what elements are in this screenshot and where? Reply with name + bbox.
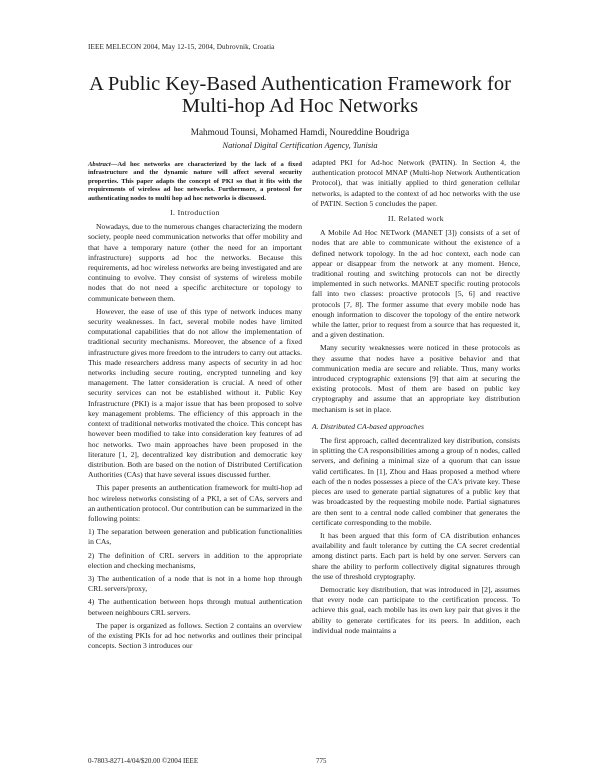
paragraph: This paper presents an authentication framework for multi-hop ad hoc wireless networks consisting of a PKI, a set of CAs, servers and an authentication protocol. Our contribution can be summarized in the following points: (88, 483, 302, 523)
list-item: 4) The authentication between hops through mutual authentication between neighbours CRL servers. (88, 597, 302, 617)
abstract-text: Ad hoc networks are characterized by the lack of a fixed infrastructure and the dynamic nature will affect several security properties. This paper adapts the concept of PKI so that it fits with the requirements of wireless ad hoc networks. Furthermore, a protocol for authenticating nodes to multi hop ad hoc networks is discussed. (88, 161, 302, 202)
author-list: Mahmoud Tounsi, Mohamed Hamdi, Noureddine Boudriga (190, 127, 410, 137)
conference-header: IEEE MELECON 2004, May 12-15, 2004, Dubrovnik, Croatia (88, 43, 275, 51)
paragraph: A Mobile Ad Hoc NETwork (MANET [3]) consists of a set of nodes that are able to communicate without the existence of a defined network topology. In the ad hoc context, each node can appear or disappear from the network at any moment. Hence, traditional routing and switching protocols can not be directly implemented in such networks. MANET specific routing protocols fall into two classes: proactive protocols [5, 6] and reactive protocols [7, 8]. The former assume that every mobile node has enough information to discover the topology of the entire network while the latter, prior to request from a source that has requested it, and a given destination. (312, 228, 520, 340)
section-heading-introduction: I. Introduction (170, 208, 220, 218)
paper-title-line2: Multi-hop Ad Hoc Networks (181, 95, 419, 117)
paragraph: The first approach, called decentralized key distribution, consists in splitting the CA responsibilities among a group of n nodes, called servers, and defining a minimal size of a quorum that can issue valid certificates. In [1], Zhou and Haas proposed a method where each of the n nodes possesses a piece of the CA's private key. These pieces are used to generate partial signatures of a public key that was broadcasted by the requesting mobile node. Partial signatures are then sent to a central node called combiner that generates the certificate corresponding to the mobile. (312, 436, 520, 527)
list-item: 3) The authentication of a node that is not in a home hop through CRL servers/proxy, (88, 573, 302, 594)
left-column (88, 161, 302, 654)
paragraph: adapted PKI for Ad-hoc Network (PATIN). In Section 4, the authentication protocol MNAP (Multi-hop Network Authentication Protocol), that was initially applied to third generation cellular networks, is adapted to the context of ad hoc networks with the use of PATIN. Section 5 concludes the paper. (312, 158, 520, 208)
abstract (88, 161, 302, 203)
paragraph: The paper is organized as follows. Section 2 contains an overview of the existing PKIs for ad hoc networks and outlines their principal concepts. Section 3 introduces our (88, 620, 302, 651)
page-number: 775 (316, 757, 327, 765)
paragraph: Democratic key distribution, that was introduced in [2], assumes that every node can participate to the certification process. To achieve this goal, each mobile has its own key pair that gives it the ability to generate certificates for its peers. In addition, each individual node maintains a (312, 584, 520, 635)
paragraph: Nowadays, due to the numerous changes characterizing the modern society, people need communication networks that offer mobility and that have a temporary nature (other the need for an important infrastructure) supports ad hoc the networks. Because this requirements, ad hoc wireless networks are being investigated and are continuing to evolve. They consist of systems of wireless mobile nodes that do not need a specific architecture or topology to communicate between them. (88, 222, 302, 303)
isbn-footer: 0-7803-8271-4/04/$20.00 ©2004 IEEE (88, 757, 199, 765)
section-heading-related-work: II. Related work (388, 214, 444, 224)
paragraph: It has been argued that this form of CA distribution enhances availability and fault tolerance by cutting the CA secret credential among distinct parts. Each part is held by one server. Servers can share the ability to perform collectively digital signatures through the use of threshold cryptography. (312, 530, 520, 581)
paragraph: However, the ease of use of this type of network induces many security weaknesses. In fact, several mobile nodes have limited computational capabilities that do not allow the implementation of traditional security mechanisms. Moreover, the absence of a fixed infrastructure gives more freedom to the intruders to carry out attacks. This made researchers address many aspects of security in ad hoc networks including secure routing, encrypted tunneling and key management. The latter consideration is crucial. A need of other security services can not be established without it. Public Key Infrastructure (PKI) is a major issue that has been proposed to solve key management problems. The efficiency of this approach in the context of traditional networks motivated the choice. This concept has however been modified to take into consideration key features of ad hoc networks. Two main approaches have been proposed in the literature [1, 2], decentralized key distribution and democratic key distribution. Both are based on the notion of Distributed Certification Authorities (CAs) that have several issues discussed further. (88, 306, 302, 480)
abstract-label: Abstract— (88, 161, 118, 168)
right-column (312, 158, 520, 639)
subsection-heading: A. Distributed CA-based approaches (312, 421, 424, 431)
list-item: 2) The definition of CRL servers in addition to the appropriate election and checking mechanisms, (88, 550, 302, 570)
list-item: 1) The separation between generation and publication functionalities in CAs, (88, 527, 302, 547)
affiliation: National Digital Certification Agency, Tunisia (222, 141, 378, 150)
paper-title-line1: A Public Key-Based Authentication Framework for (89, 73, 511, 95)
paragraph: Many security weaknesses were noticed in these protocols as they assume that nodes have a positive behavior and that communication media are secure and reliable. Thus, many works introduced cryptographic extensions [9] that aim at securing the existing protocols. Most of them are based on public key cryptography and assume that an appropriate key distribution mechanism is set in place. (312, 343, 520, 414)
